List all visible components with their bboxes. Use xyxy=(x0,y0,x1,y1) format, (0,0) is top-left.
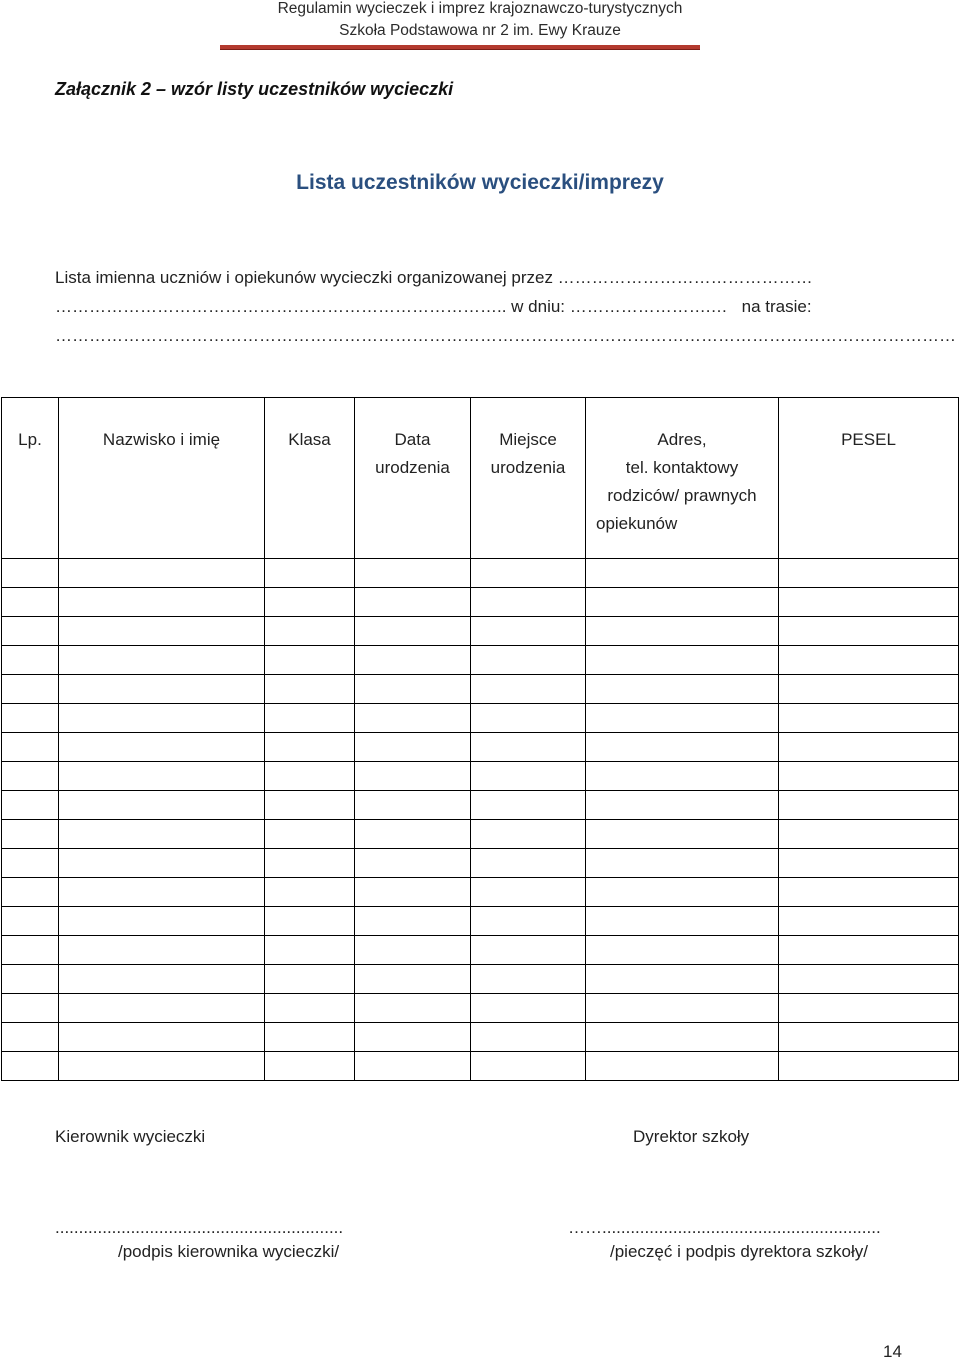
table-cell[interactable] xyxy=(59,878,265,907)
principal-label: Dyrektor szkoły xyxy=(633,1127,750,1146)
table-cell[interactable] xyxy=(59,1052,265,1081)
table-row xyxy=(2,907,959,936)
table-cell[interactable] xyxy=(355,1023,471,1052)
header-lp: Lp. xyxy=(2,398,59,559)
table-cell[interactable] xyxy=(779,878,959,907)
table-cell[interactable] xyxy=(2,646,59,675)
table-row xyxy=(2,733,959,762)
table-cell[interactable] xyxy=(355,820,471,849)
table-cell[interactable] xyxy=(471,965,586,994)
table-row xyxy=(2,878,959,907)
table-cell[interactable] xyxy=(586,791,779,820)
table-row xyxy=(2,965,959,994)
table-cell[interactable] xyxy=(265,965,355,994)
table-cell[interactable] xyxy=(586,733,779,762)
header-birth-place: Miejsce urodzenia xyxy=(471,398,586,559)
table-cell[interactable] xyxy=(2,791,59,820)
table-cell[interactable] xyxy=(355,762,471,791)
table-cell[interactable] xyxy=(471,559,586,588)
table-cell[interactable] xyxy=(265,559,355,588)
table-cell[interactable] xyxy=(2,1023,59,1052)
table-cell[interactable] xyxy=(586,1023,779,1052)
leader-label: Kierownik wycieczki xyxy=(55,1127,206,1146)
table-cell[interactable] xyxy=(265,762,355,791)
table-cell[interactable] xyxy=(265,733,355,762)
table-cell[interactable] xyxy=(471,936,586,965)
table-cell[interactable] xyxy=(2,588,59,617)
table-cell[interactable] xyxy=(265,907,355,936)
table-cell[interactable] xyxy=(586,849,779,878)
table-cell[interactable] xyxy=(59,994,265,1023)
table-cell[interactable] xyxy=(471,675,586,704)
table-cell[interactable] xyxy=(471,1052,586,1081)
table-cell[interactable] xyxy=(586,965,779,994)
table-cell[interactable] xyxy=(779,791,959,820)
table-cell[interactable] xyxy=(2,936,59,965)
table-cell[interactable] xyxy=(59,675,265,704)
table-cell[interactable] xyxy=(779,704,959,733)
table-cell[interactable] xyxy=(586,704,779,733)
table-cell[interactable] xyxy=(265,820,355,849)
table-cell[interactable] xyxy=(471,733,586,762)
participants-table xyxy=(1,397,959,1081)
table-row xyxy=(2,994,959,1023)
page-title: Lista uczestników wycieczki/imprezy xyxy=(296,171,664,194)
table-row xyxy=(2,675,959,704)
header-name: Nazwisko i imię xyxy=(59,398,265,559)
table-row xyxy=(2,646,959,675)
table-cell[interactable] xyxy=(355,617,471,646)
table-row xyxy=(2,849,959,878)
table-cell[interactable] xyxy=(59,907,265,936)
table-cell[interactable] xyxy=(779,1023,959,1052)
table-row xyxy=(2,1052,959,1081)
table-cell[interactable] xyxy=(355,675,471,704)
table-cell[interactable] xyxy=(265,1052,355,1081)
table-cell[interactable] xyxy=(265,994,355,1023)
table-cell[interactable] xyxy=(471,849,586,878)
table-cell[interactable] xyxy=(779,646,959,675)
running-header-line1: Regulamin wycieczek i imprez krajoznawczo-turystycznych xyxy=(277,0,683,17)
table-row xyxy=(2,559,959,588)
table-cell[interactable] xyxy=(586,907,779,936)
table-cell[interactable] xyxy=(355,733,471,762)
table-cell[interactable] xyxy=(2,762,59,791)
table-cell[interactable] xyxy=(471,762,586,791)
table-cell[interactable] xyxy=(59,588,265,617)
table-cell[interactable] xyxy=(779,1052,959,1081)
table-cell[interactable] xyxy=(59,820,265,849)
table-cell[interactable] xyxy=(355,907,471,936)
table-cell[interactable] xyxy=(779,733,959,762)
table-cell[interactable] xyxy=(59,1023,265,1052)
table-cell[interactable] xyxy=(265,849,355,878)
table-cell[interactable] xyxy=(586,1052,779,1081)
table-cell[interactable] xyxy=(355,791,471,820)
table-cell[interactable] xyxy=(59,849,265,878)
table-cell[interactable] xyxy=(2,994,59,1023)
table-cell[interactable] xyxy=(471,820,586,849)
table-cell[interactable] xyxy=(779,588,959,617)
table-cell[interactable] xyxy=(265,1023,355,1052)
table-cell[interactable] xyxy=(2,878,59,907)
table-cell[interactable] xyxy=(779,965,959,994)
table-cell[interactable] xyxy=(59,733,265,762)
table-cell[interactable] xyxy=(59,559,265,588)
header-birth-date: Data urodzenia xyxy=(355,398,471,559)
table-cell[interactable] xyxy=(586,646,779,675)
table-row xyxy=(2,791,959,820)
table-cell[interactable] xyxy=(355,704,471,733)
table-cell[interactable] xyxy=(265,646,355,675)
table-cell[interactable] xyxy=(779,675,959,704)
table-cell[interactable] xyxy=(471,588,586,617)
table-cell[interactable] xyxy=(2,733,59,762)
table-cell[interactable] xyxy=(586,617,779,646)
table-cell[interactable] xyxy=(59,791,265,820)
table-cell[interactable] xyxy=(586,820,779,849)
table-cell[interactable] xyxy=(2,820,59,849)
table-cell[interactable] xyxy=(355,588,471,617)
table-cell[interactable] xyxy=(471,646,586,675)
table-cell[interactable] xyxy=(265,936,355,965)
table-cell[interactable] xyxy=(2,849,59,878)
table-cell[interactable] xyxy=(2,704,59,733)
intro-line-2: …………………………………………………………………….. w dniu: …………………….… na trasie: xyxy=(55,297,812,316)
table-cell[interactable] xyxy=(471,704,586,733)
table-cell[interactable] xyxy=(779,907,959,936)
table-cell[interactable] xyxy=(2,559,59,588)
table-cell[interactable] xyxy=(779,762,959,791)
table-cell[interactable] xyxy=(586,588,779,617)
table-cell[interactable] xyxy=(586,994,779,1023)
page-number: 14 xyxy=(883,1342,902,1361)
table-row xyxy=(2,1023,959,1052)
appendix-title: Załącznik 2 – wzór listy uczestników wycieczki xyxy=(55,79,454,99)
table-row xyxy=(2,588,959,617)
table-cell[interactable] xyxy=(779,994,959,1023)
table-cell[interactable] xyxy=(471,907,586,936)
table-cell[interactable] xyxy=(355,559,471,588)
table-cell[interactable] xyxy=(471,878,586,907)
table-cell[interactable] xyxy=(2,675,59,704)
table-cell[interactable] xyxy=(586,762,779,791)
table-cell[interactable] xyxy=(779,849,959,878)
table-cell[interactable] xyxy=(2,965,59,994)
table-cell[interactable] xyxy=(586,936,779,965)
table-cell[interactable] xyxy=(59,936,265,965)
table-cell[interactable] xyxy=(59,704,265,733)
table-cell[interactable] xyxy=(59,646,265,675)
table-cell[interactable] xyxy=(265,617,355,646)
intro-line-3: …………………………………………………………………………………………………………………………………………… xyxy=(55,326,956,345)
leader-signature-caption: /podpis kierownika wycieczki/ xyxy=(118,1242,340,1261)
table-cell[interactable] xyxy=(355,965,471,994)
table-cell[interactable] xyxy=(355,646,471,675)
table-cell[interactable] xyxy=(355,994,471,1023)
table-cell[interactable] xyxy=(779,820,959,849)
table-row xyxy=(2,820,959,849)
table-cell[interactable] xyxy=(471,1023,586,1052)
table-cell[interactable] xyxy=(265,704,355,733)
table-cell[interactable] xyxy=(265,878,355,907)
table-cell[interactable] xyxy=(355,878,471,907)
table-cell[interactable] xyxy=(2,1052,59,1081)
table-row xyxy=(2,936,959,965)
table-cell[interactable] xyxy=(586,675,779,704)
header-address: Adres, tel. kontaktowy rodziców/ prawnych opiekunów xyxy=(586,398,779,559)
table-cell[interactable] xyxy=(779,936,959,965)
header-klasa: Klasa xyxy=(265,398,355,559)
table-cell[interactable] xyxy=(471,994,586,1023)
table-cell[interactable] xyxy=(471,791,586,820)
table-cell[interactable] xyxy=(59,965,265,994)
principal-signature-caption: /pieczęć i podpis dyrektora szkoły/ xyxy=(610,1242,868,1261)
table-cell[interactable] xyxy=(2,907,59,936)
table-cell[interactable] xyxy=(59,617,265,646)
principal-signature-line[interactable]: ……........................................................... xyxy=(568,1218,881,1237)
table-row xyxy=(2,762,959,791)
table-cell[interactable] xyxy=(355,936,471,965)
table-cell[interactable] xyxy=(779,559,959,588)
intro-line-1: Lista imienna uczniów i opiekunów wycieczki organizowanej przez ……………………………………… xyxy=(55,268,813,287)
header-rule xyxy=(220,45,700,50)
table-cell[interactable] xyxy=(586,878,779,907)
table-row xyxy=(2,617,959,646)
table-cell[interactable] xyxy=(265,675,355,704)
leader-signature-line[interactable]: ............................................................. xyxy=(55,1218,344,1237)
running-header-line2: Szkoła Podstawowa nr 2 im. Ewy Krauze xyxy=(339,22,621,39)
header-pesel: PESEL xyxy=(779,398,959,559)
table-cell[interactable] xyxy=(2,617,59,646)
table-cell[interactable] xyxy=(471,617,586,646)
table-cell[interactable] xyxy=(355,1052,471,1081)
table-cell[interactable] xyxy=(265,791,355,820)
table-row xyxy=(2,704,959,733)
table-cell[interactable] xyxy=(355,849,471,878)
table-header-row xyxy=(2,398,959,559)
table-cell[interactable] xyxy=(59,762,265,791)
table-cell[interactable] xyxy=(586,559,779,588)
table-cell[interactable] xyxy=(779,617,959,646)
table-cell[interactable] xyxy=(265,588,355,617)
